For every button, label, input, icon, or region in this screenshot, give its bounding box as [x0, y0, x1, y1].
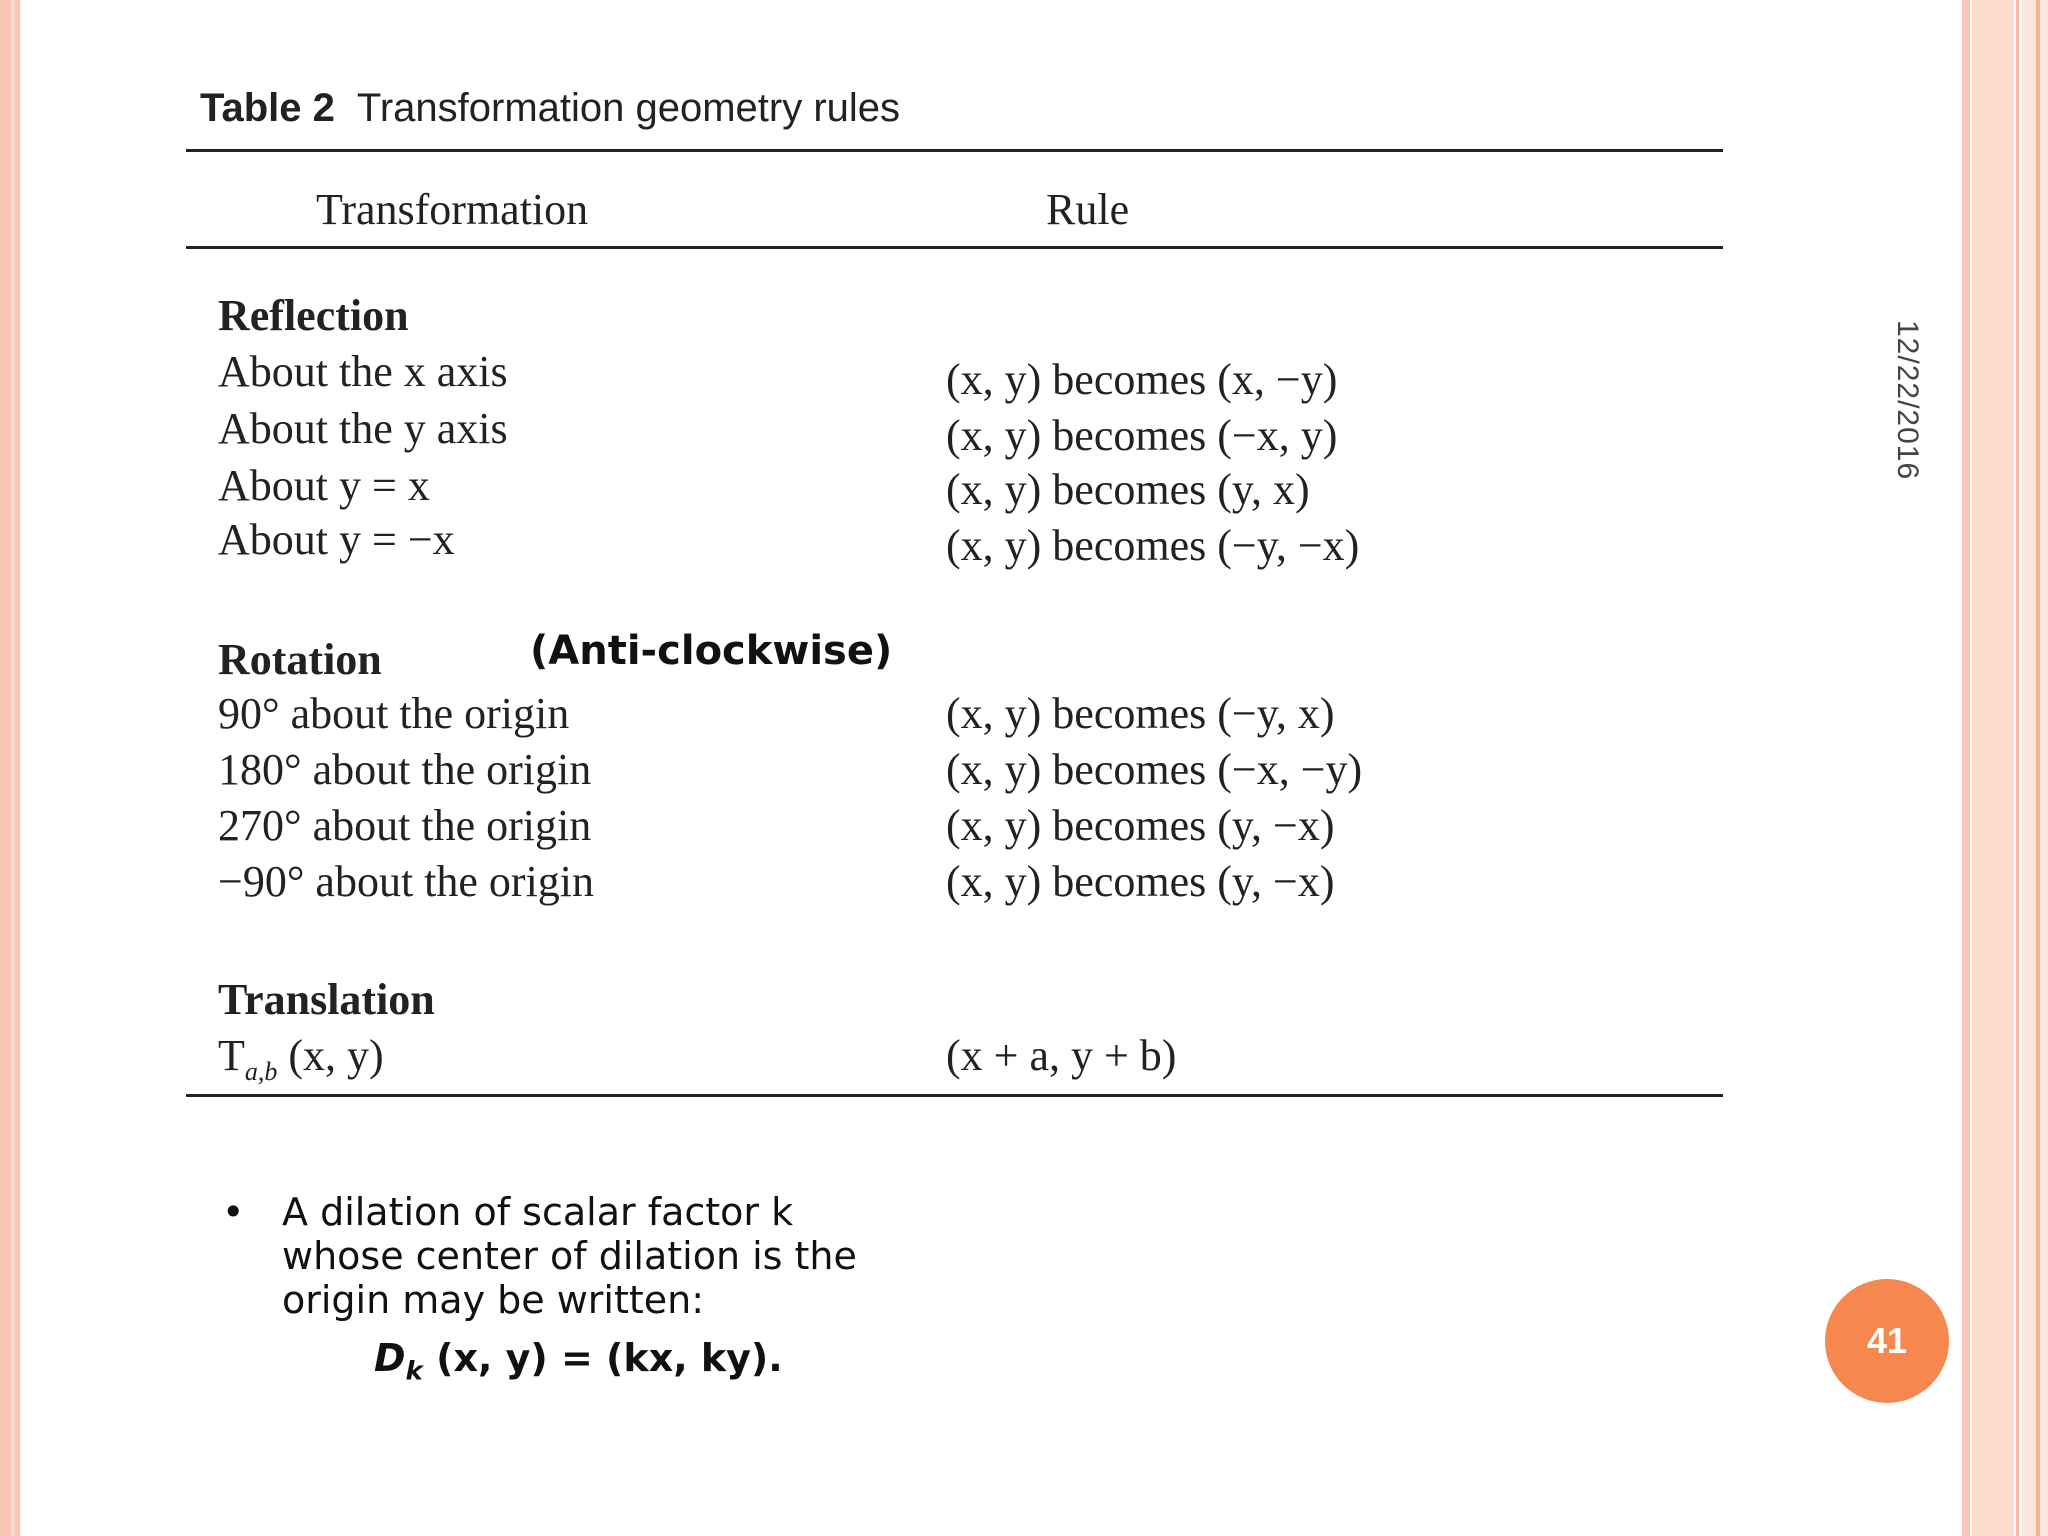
table-title	[200, 86, 900, 131]
left-decor-stripe	[11, 0, 15, 1536]
dilation-formula	[374, 1336, 783, 1387]
right-decor-stripe	[2022, 0, 2048, 1536]
reflection-row-rule: (x, y) becomes (−x, y)	[946, 411, 1338, 460]
right-decor-stripe	[2036, 0, 2040, 1536]
right-decor-stripe	[2016, 0, 2019, 1536]
rotation-row-rule: (x, y) becomes (−y, x)	[946, 689, 1335, 738]
right-decor-stripe	[1962, 0, 1970, 1536]
formula-expression: (x, y) = (kx, ky).	[422, 1336, 783, 1380]
formula-subscript: k	[405, 1356, 423, 1387]
translation-args: (x, y)	[277, 1031, 384, 1080]
section-heading-rotation: Rotation	[218, 635, 382, 684]
rotation-row-rule: (x, y) becomes (y, −x)	[946, 801, 1335, 850]
left-decor-bar	[0, 0, 20, 1536]
right-decor-bar	[1960, 0, 2048, 1536]
reflection-row-label: About the y axis	[218, 404, 508, 453]
formula-symbol: D	[374, 1336, 406, 1380]
reflection-row-rule: (x, y) becomes (x, −y)	[946, 355, 1338, 404]
column-header-rule: Rule	[1046, 185, 1130, 234]
table-top-rule	[186, 149, 1723, 152]
rotation-row-rule: (x, y) becomes (y, −x)	[946, 857, 1335, 906]
translation-subscript: a,b	[244, 1056, 278, 1086]
table-title-text: Transformation geometry rules	[356, 86, 901, 130]
rotation-direction-note: (Anti-clockwise)	[530, 628, 893, 674]
translation-row-label	[218, 1030, 384, 1087]
translation-symbol: T	[218, 1031, 245, 1080]
table-header-rule	[186, 246, 1723, 249]
column-header-transformation: Transformation	[316, 185, 589, 234]
section-heading-reflection: Reflection	[218, 291, 409, 340]
section-heading-translation: Translation	[218, 975, 435, 1024]
table-bottom-rule	[186, 1094, 1723, 1097]
reflection-row-label: About y = x	[218, 461, 430, 510]
reflection-row-rule: (x, y) becomes (y, x)	[946, 465, 1310, 514]
translation-row-rule: (x + a, y + b)	[946, 1031, 1177, 1080]
dilation-description: A dilation of scalar factor k whose center of dilation is the origin may be written:	[282, 1190, 857, 1322]
reflection-row-rule: (x, y) becomes (−y, −x)	[946, 521, 1360, 570]
table-title-number: Table 2	[200, 86, 335, 130]
slide-date: 12/22/2016	[1891, 320, 1924, 481]
bullet-marker: •	[222, 1190, 245, 1234]
rotation-row-label: 90° about the origin	[218, 689, 570, 738]
rotation-row-label: 180° about the origin	[218, 745, 592, 794]
rotation-row-label: 270° about the origin	[218, 801, 592, 850]
rotation-row-rule: (x, y) becomes (−x, −y)	[946, 745, 1363, 794]
reflection-row-label: About the x axis	[218, 347, 508, 396]
rotation-row-label: −90° about the origin	[218, 857, 595, 906]
page-number-badge: 41	[1825, 1279, 1949, 1403]
reflection-row-label: About y = −x	[218, 515, 455, 564]
right-decor-stripe	[1972, 0, 2014, 1536]
